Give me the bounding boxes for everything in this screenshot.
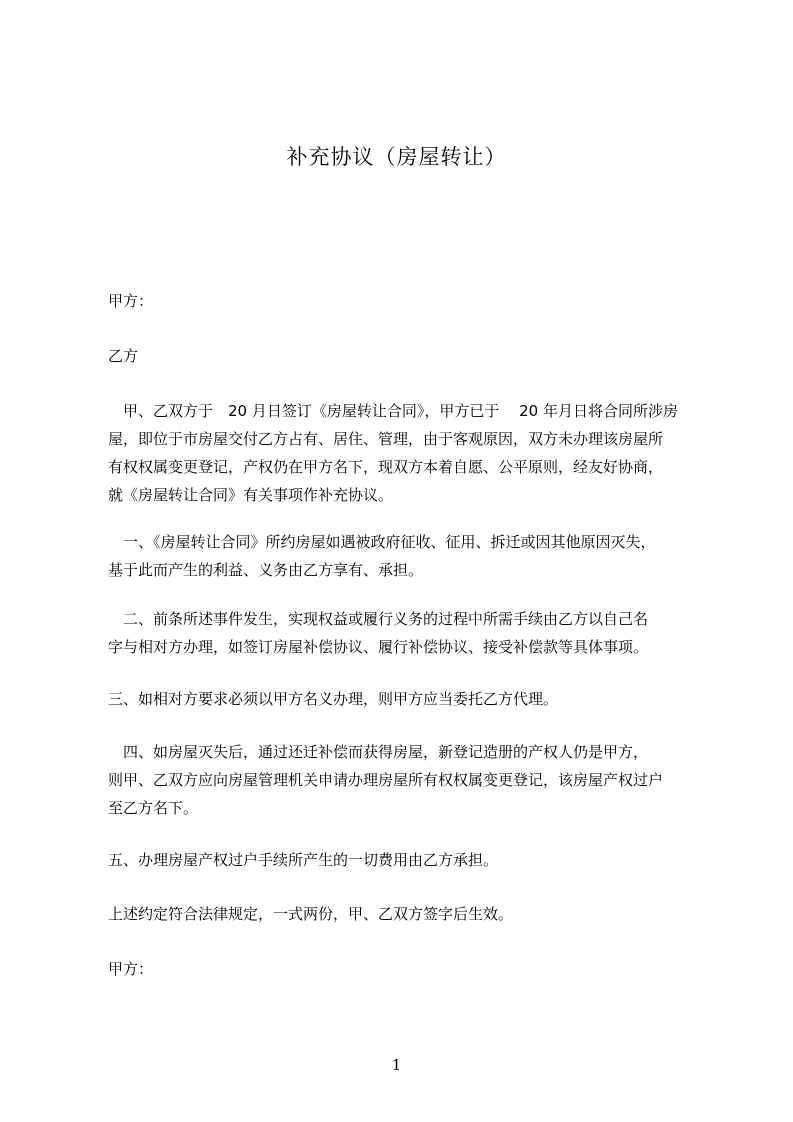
clause-2-line: 二、前条所述事件发生，实现权益或履行义务的过程中所需手续由乙方以自己名 bbox=[108, 610, 649, 628]
clause-4 bbox=[108, 738, 708, 822]
clause-2-line: 字与相对方办理，如签订房屋补偿协议、履行补偿协议、接受补偿款等具体事项。 bbox=[108, 638, 649, 656]
intro-line: 有权权属变更登记，产权仍在甲方名下，现双方本着自愿、公平原则，经友好协商， bbox=[108, 458, 664, 476]
page-number: 1 bbox=[391, 1056, 402, 1074]
intro-line: 就《房屋转让合同》有关事项作补充协议。 bbox=[108, 486, 394, 504]
intro-line: 屋，即位于市房屋交付乙方占有、居住、管理，由于客观原因，双方未办理该房屋所 bbox=[108, 430, 664, 448]
intro-paragraph bbox=[108, 397, 708, 509]
intro-line: 甲、乙双方于 20 月日签订《房屋转让合同》，甲方已于 20 年月日将合同所涉房 bbox=[108, 402, 678, 420]
clause-3: 三、如相对方要求必须以甲方名义办理，则甲方应当委托乙方代理。 bbox=[108, 690, 559, 708]
document-title: 补充协议（房屋转让） bbox=[286, 145, 507, 169]
clause-4-line: 四、如房屋灭失后，通过还迁补偿而获得房屋，新登记造册的产权人仍是甲方， bbox=[108, 743, 649, 761]
party-a-label: 甲方： bbox=[108, 292, 154, 310]
clause-1-line: 基于此而产生的利益、义务由乙方享有、承担。 bbox=[108, 561, 424, 579]
signature-party-a: 甲方： bbox=[108, 960, 154, 978]
clause-5: 五、办理房屋产权过户手续所产生的一切费用由乙方承担。 bbox=[108, 851, 499, 869]
clause-2 bbox=[108, 605, 708, 661]
clause-4-line: 则甲、乙双方应向房屋管理机关申请办理房屋所有权权属变更登记，该房屋产权过户 bbox=[108, 771, 664, 789]
closing-statement: 上述约定符合法律规定，一式两份，甲、乙双方签字后生效。 bbox=[108, 905, 514, 923]
party-b-label: 乙方 bbox=[108, 347, 139, 365]
clause-4-line: 至乙方名下。 bbox=[108, 799, 199, 817]
clause-1 bbox=[108, 528, 708, 584]
clause-1-line: 一、《房屋转让合同》所约房屋如遇被政府征收、征用、拆迁或因其他原因灭失， bbox=[108, 533, 656, 551]
